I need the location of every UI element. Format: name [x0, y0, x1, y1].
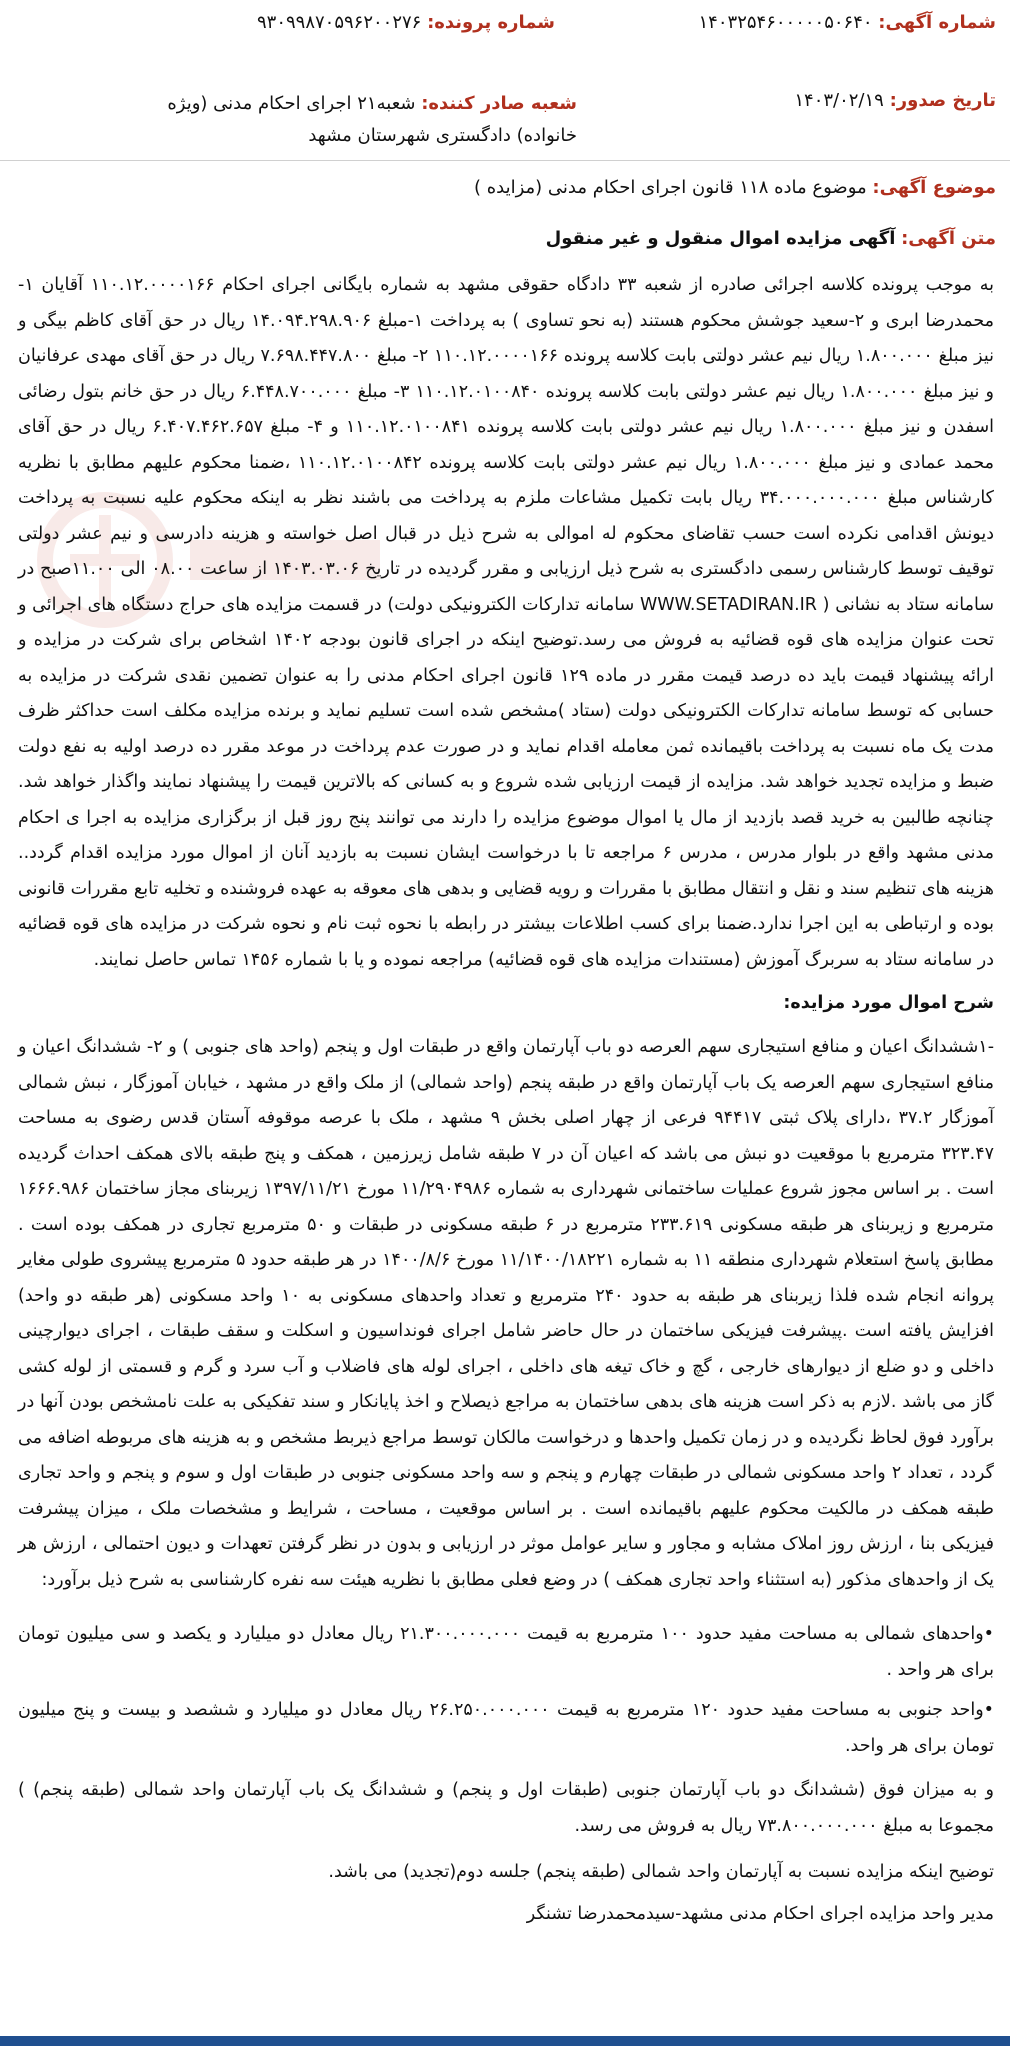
issue-date-label: تاریخ صدور:: [889, 90, 996, 111]
property-heading: شرح اموال مورد مزایده:: [783, 993, 994, 1013]
subject-label: موضوع آگهی:: [872, 177, 996, 198]
issue-date: ۱۴۰۳/۰۲/۱۹: [794, 90, 884, 111]
case-number-row: [257, 12, 555, 33]
notice-number-label: شماره آگهی:: [878, 12, 996, 33]
issuing-branch-row: [107, 88, 577, 152]
notice-text-row: [546, 228, 996, 249]
sale-summary: و به میزان فوق (ششدانگ دو باب آپارتمان جنوبی (طبقات اول و پنجم) و ششدانگ یک باب آپارتمان واحد شمالی (طبقه پنجم) ) مجموعا به مبلغ ۷۳.۸۰۰.۰۰۰.۰۰۰ ریال به فروش می رسد.: [18, 1780, 994, 1836]
session-note: توضیح اینکه مزایده نسبت به آپارتمان واحد شمالی (طبقه پنجم) جلسه دوم(تجدید) می باشد.: [328, 1862, 994, 1882]
notice-number-row: [699, 12, 996, 33]
signature: مدیر واحد مزایده اجرای احکام مدنی مشهد-سیدمحمدرضا تشنگر: [526, 1904, 994, 1924]
bullet-south-units: •واحد جنوبی به مساحت مفید حدود ۱۲۰ مترمربع به قیمت ۲۶.۲۵۰.۰۰۰.۰۰۰ ریال معادل دو میلیارد و ششصد و بیست و پنج میلیون تومان برای هر واحد.: [18, 1700, 994, 1756]
bottom-bar: [0, 2036, 1010, 2046]
issuing-branch: شعبه۲۱ اجرای احکام مدنی (ویژه خانواده) دادگستری شهرستان مشهد: [167, 93, 577, 146]
subject-text: موضوع ماده ۱۱۸ قانون اجرای احکام مدنی (مزایده ): [473, 177, 867, 198]
case-number-label: شماره پرونده:: [427, 12, 555, 33]
notice-text-label: متن آگهی:: [901, 228, 996, 249]
notice-body-paragraph: به موجب پرونده کلاسه اجرائی صادره از شعبه ۳۳ دادگاه حقوقی مشهد به شماره بایگانی اجرای احکام ۱۱۰.۱۲.۰۰۰۰۱۶۶ آقایان ۱-محمدرضا ابری و ۲-سعید جوشش محکوم هستند (به نحو تساوی ) به پرداخت ۱-مبلغ ۱۴.۰۹۴.۲۹۸.۹۰۶ ریال در حق آقای کاظم بیگی و نیز مبلغ ۱.۸۰۰.۰۰۰ ریال نیم عشر دولتی بابت کلاسه پرونده ۱۱۰.۱۲.۰۰۰۰۱۶۶ ۲- مبلغ ۷.۶۹۸.۴۴۷.۸۰۰ ریال در حق آقای مهدی عرفانیان و نیز مبلغ ۱.۸۰۰.۰۰۰ ریال نیم عشر دولتی بابت کلاسه پرونده ۱۱۰.۱۲.۰۱۰۰۸۴۰ ۳- مبلغ ۶.۴۴۸.۷۰۰.۰۰۰ ریال در حق خانم بتول رضائی اسفدن و نیز مبلغ ۱.۸۰۰.۰۰۰ ریال نیم عشر دولتی بابت کلاسه پرونده ۱۱۰.۱۲.۰۱۰۰۸۴۱ و ۴- مبلغ ۶.۴۰۷.۴۶۲.۶۵۷ ریال در حق آقای محمد عمادی و نیز مبلغ ۱.۸۰۰.۰۰۰ ریال نیم عشر دولتی بابت کلاسه پرونده ۱۱۰.۱۲.۰۱۰۰۸۴۲ ،ضمنا محکوم علیهم مطابق با نظریه کارشناس مبلغ ۳۴.۰۰۰.۰۰۰.۰۰۰ ریال بابت تکمیل مشاعات ملزم به پرداخت می باشند نظر به اینکه محکوم علیه نسبت به پرداخت دیونش اقدامی نکرده است حسب تقاضای محکوم له اموالی به شرح ذیل در قبال اصل خواسته و هزینه دادرسی و نیم عشر دولتی توقیف توسط کارشناس رسمی دادگستری به شرح ذیل ارزیابی و مقرر گردیده در تاریخ ۱۴۰۳.۰۳.۰۶ از ساعت ۰۸.۰۰ الی ۱۱.۰۰صبح در سامانه ستاد به نشانی ( WWW.SETADIRAN.IR سامانه تدارکات الکترونیکی دولت) در قسمت مزایده های حراج دستگاه های اجرائی و تحت عنوان مزایده های قوه قضائیه به فروش می رسد.توضیح اینکه در اجرای قانون بودجه ۱۴۰۲ اشخاص برای شرکت در مزایده و ارائه پیشنهاد قیمت باید ده درصد قیمت مقرر در ماده ۱۲۹ قانون اجرای احکام مدنی را به عنوان تضمین نقدی شرکت در مزایده به حسابی که توسط سامانه تدارکات الکترونیکی دولت (ستاد )مشخص شده است تسلیم نماید و برنده مزایده مکلف است حداکثر ظرف مدت یک ماه نسبت به پرداخت باقیمانده ثمن معامله اقدام نماید و در صورت عدم پرداخت در موعد مقرر ده درصد اولیه به نفع دولت ضبط و مزایده تجدید خواهد شد. مزایده از قیمت ارزیابی شده شروع و به کسانی که بالاترین قیمت را پیشنهاد نمایند واگذار خواهد شد. چنانچه طالبین به خرید قصد بازدید از مال یا اموال موضوع مزایده را دارند می توانند پنج روز قبل از برگزاری مزایده به اجرا ی احکام مدنی مشهد واقع در بلوار مدرس ، مدرس ۶ مراجعه تا با درخواست ایشان نسبت به بازدید آنان از اموال مورد مزایده اقدام گردد.. هزینه های تنظیم سند و نقل و انتقال مطابق با مقررات و رویه قضایی و بدهی های معوقه به عهده فروشنده و تخلیه تابع مقررات قانونی بوده و ارتباطی به این اجرا ندارد.ضمنا برای کسب اطلاعات بیشتر در رابطه با نحوه ثبت نام و نحوه شرکت در مزایده های قوه قضائیه در سامانه ستاد به سربرگ آموزش (مستندات مزایده های قوه قضائیه) مراجعه نموده و یا با شماره ۱۴۵۶ تماس حاصل نمایند.: [18, 275, 995, 970]
issuing-branch-label: شعبه صادر کننده:: [421, 93, 577, 114]
notice-number: ۱۴۰۳۲۵۴۶۰۰۰۰۰۵۰۶۴۰: [698, 12, 873, 33]
bullet-north-units: •واحدهای شمالی به مساحت مفید حدود ۱۰۰ مترمربع به قیمت ۲۱.۳۰۰.۰۰۰.۰۰۰ ریال معادل دو میلیارد و یکصد و سی میلیون تومان برای هر واحد .: [18, 1624, 995, 1680]
issue-date-row: [794, 90, 996, 111]
divider: [0, 160, 1010, 161]
subject-row: [474, 177, 996, 198]
case-number: ۹۳۰۹۹۸۷۰۵۹۶۲۰۰۲۷۶: [256, 12, 422, 33]
property-description: -۱ششدانگ اعیان و منافع استیجاری سهم العرصه دو باب آپارتمان واقع در طبقات اول و پنجم (واحد های جنوبی ) و ۲- ششدانگ اعیان و منافع استیجاری سهم العرصه یک باب آپارتمان واقع در طبقه پنجم (واحد شمالی) از ملک واقع در مشهد ، خیابان آموزگار ، نبش شمالی آموزگار ۳۷.۲ ،دارای پلاک ثبتی ۹۴۴۱۷ فرعی از چهار اصلی بخش ۹ مشهد ، ملک با عرصه موقوفه آستان قدس رضوی به مساحت ۳۲۳.۴۷ مترمربع با موقعیت دو نبش می باشد که اعیان آن در ۷ طبقه شامل زیرزمین ، همکف و پنج طبقه بالای همکف احداث گردیده است . بر اساس مجوز شروع عملیات ساختمانی شهرداری به شماره ۱۱/۲۹۰۴۹۸۶ مورخ ۱۳۹۷/۱۱/۲۱ زیربنای مجاز ساختمان ۱۶۶۶.۹۸۶ مترمربع و زیربنای هر طبقه مسکونی ۲۳۳.۶۱۹ مترمربع در ۶ طبقه مسکونی در طبقات و ۵۰ مترمربع تجاری در همکف بوده است . مطابق پاسخ استعلام شهرداری منطقه ۱۱ به شماره ۱۱/۱۴۰۰/۱۸۲۲۱ مورخ ۱۴۰۰/۸/۶ در هر طبقه حدود ۵ مترمربع پیشروی طولی مغایر پروانه انجام شده فلذا زیربنای هر طبقه به حدود ۲۴۰ مترمربع و تعداد واحدهای مسکونی به ۱۰ واحد مسکونی (هر طبقه دو واحد) افزایش یافته است .پیشرفت فیزیکی ساختمان در حال حاضر شامل اجرای فونداسیون و اسکلت و سقف طبقات ، اجرای دیوارچینی داخلی و دو ضلع از دیوارهای خارجی ، گچ و خاک تیغه های داخلی ، اجرای لوله های فاضلاب و آب سرد و گرم و قسمتی از لوله کشی گاز می باشد .لازم به ذکر است هزینه های بدهی ساختمان به مراجع ذیصلاح و اخذ پایانکار و سند تفکیکی به علت نامشخص بودن آنها در برآورد فوق لحاظ نگردیده و در زمان تکمیل واحدها و درخواست مالکان توسط مراجع ذیربط مشخص و به هزینه های مربوطه اضافه می گردد ، تعداد ۲ واحد مسکونی شمالی در طبقات چهارم و پنجم و سه واحد مسکونی جنوبی در طبقات اول و سوم و پنجم و واحد تجاری طبقه همکف در مالکیت محکوم علیهم باقیمانده است . بر اساس موقعیت ، مساحت ، شرایط و مشخصات ملک ، میزان پیشرفت فیزیکی بنا ، ارزش روز املاک مشابه و مجاور و سایر عوامل موثر در ارزیابی و بدون در نظر گرفتن تعهدات و دیون احتمالی ، ارزش هر یک از واحدهای مذکور (به استثناء واحد تجاری همکف ) در وضع فعلی مطابق با نظریه هیئت سه نفره کارشناسی به شرح ذیل برآورد:: [18, 1037, 995, 1590]
notice-title: آگهی مزایده اموال منقول و غیر منقول: [545, 228, 896, 249]
